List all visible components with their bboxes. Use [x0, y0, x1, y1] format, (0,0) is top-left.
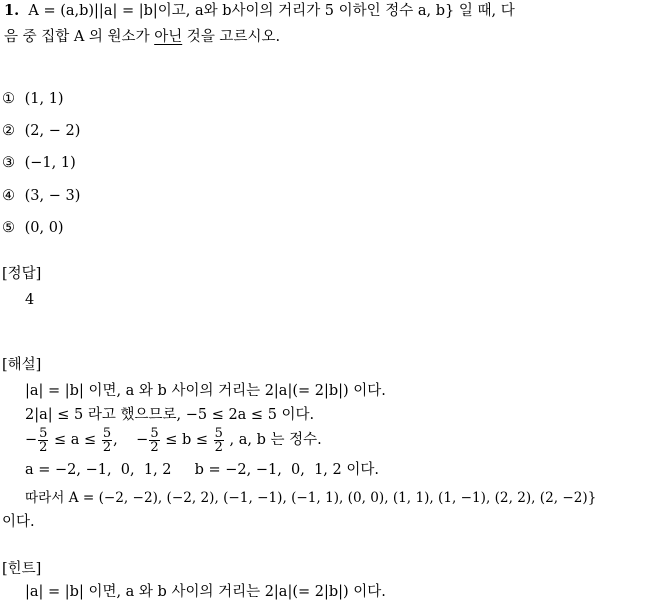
fraction-five-halves: $\frac{5}{2}$	[39, 425, 48, 455]
hint-line-1: |a| = |b| 이면, a 와 b 사이의 거리는 2|a|(= 2|b|) 이다.	[25, 584, 386, 600]
choice-marker: ①	[2, 91, 15, 107]
choice-marker: ③	[2, 155, 15, 171]
hint-heading: [힌트]	[2, 561, 42, 577]
choice-1[interactable]	[2, 90, 64, 108]
choice-text: (0, 0)	[24, 220, 64, 236]
choice-marker: ⑤	[2, 220, 15, 236]
explanation-line-5: 따라서 A = (−2, −2), (−2, 2), (−1, −1), (−1, 1), (0, 0), (1, 1), (1, −1), (2, 2), (2, −2)}	[25, 490, 597, 506]
question-text-line-1: A = (a,b)||a| = |b|이고, a와 b사이의 거리가 5 이하인 정수 a, b} 일 때, 다	[28, 3, 515, 19]
explanation-line-6: 이다.	[2, 514, 35, 530]
choice-marker: ④	[2, 188, 15, 204]
choice-text: (3, − 3)	[24, 188, 81, 204]
fraction-five-halves: $\frac{5}{2}$	[150, 425, 159, 455]
explanation-heading: [해설]	[2, 357, 42, 373]
choice-2[interactable]	[2, 122, 80, 140]
choice-5[interactable]	[2, 219, 64, 237]
separator: , −	[113, 432, 149, 448]
fraction-five-halves: $\frac{5}{2}$	[214, 425, 223, 455]
inequality-a: ≤ a ≤	[54, 432, 97, 448]
question-number: 1.	[4, 2, 20, 19]
explanation-line-3	[25, 426, 322, 454]
integer-note: , a, b 는 정수.	[229, 432, 322, 448]
question-line-1	[4, 2, 515, 20]
inequality-b: ≤ b ≤	[165, 432, 209, 448]
choice-3[interactable]	[2, 154, 76, 172]
choice-text: (1, 1)	[24, 91, 64, 107]
question-text-line-2-before: 음 중 집합 A 의 원소가	[4, 29, 155, 45]
explanation-line-2: 2|a| ≤ 5 라고 했으므로, −5 ≤ 2a ≤ 5 이다.	[25, 407, 315, 423]
minus-sign: −	[25, 432, 38, 448]
choice-4[interactable]	[2, 187, 80, 205]
answer-heading: [정답]	[2, 266, 42, 282]
question-text-line-2-after: 것을 고르시오.	[182, 29, 281, 45]
question-line-2	[4, 28, 280, 46]
explanation-line-1: |a| = |b| 이면, a 와 b 사이의 거리는 2|a|(= 2|b|) 이다.	[25, 383, 386, 399]
choice-text: (−1, 1)	[24, 155, 76, 171]
question-underlined-word: 아닌	[154, 29, 183, 45]
choice-marker: ②	[2, 123, 15, 139]
fraction-five-halves: $\frac{5}{2}$	[102, 425, 112, 455]
explanation-line-4: a = −2, −1, 0, 1, 2 b = −2, −1, 0, 1, 2 이다.	[25, 462, 379, 478]
choice-text: (2, − 2)	[24, 123, 81, 139]
answer-value: 4	[25, 292, 35, 308]
